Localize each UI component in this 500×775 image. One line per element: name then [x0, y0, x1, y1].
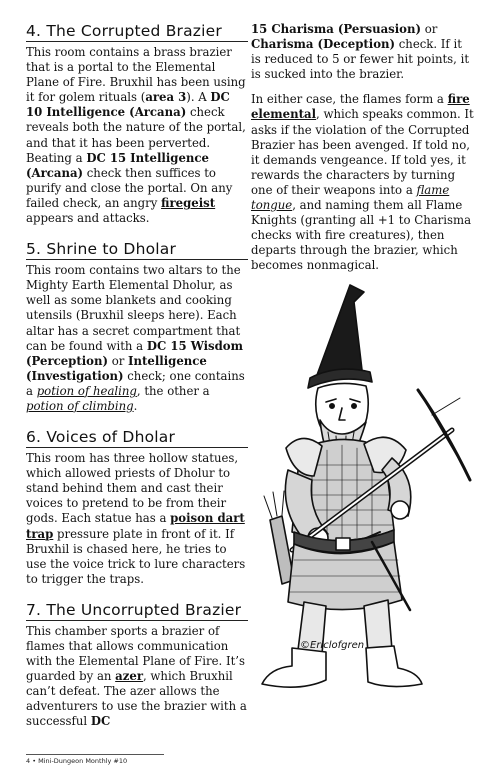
fire-elemental-link[interactable]: fire elemental [251, 92, 470, 122]
section-5 [26, 240, 248, 414]
footer-rule [26, 754, 164, 755]
section-4-body: This room contains a brass brazier that is a portal to the Elemental Plane of Fire. Bruxhil has been using it for golem rituals (area 3). A DC 10 Intelligence (Arcana) check reveals both the nature of the portal, and that it has been perverted. Beating a DC 15 Intelligence (Arcana) check then suffices to purify and close the portal. On any failed check, an angry firegeist appears and attacks. [26, 45, 246, 226]
poison-dart-trap-link[interactable]: poison dart trap [26, 511, 245, 541]
artist-signature: ©Ericlofgren [300, 640, 365, 651]
section-6-heading: 6. Voices of Dholar [26, 428, 248, 448]
potion-of-climbing-link[interactable]: potion of climbing [26, 398, 134, 413]
flame-tongue-link[interactable]: flame tongue [251, 182, 450, 213]
right-column [251, 22, 475, 274]
section-7-continued: 15 Charisma (Persuasion) or Charisma (Deception) check. If it is reduced to 5 or fewer hit points, it is sucked into the brazier. [251, 22, 470, 82]
section-6 [26, 428, 248, 587]
firegeist-link[interactable]: firegeist [161, 195, 216, 210]
section-4 [26, 22, 248, 226]
azer-link[interactable]: azer [115, 669, 143, 684]
potion-of-healing-link[interactable]: potion of healing [36, 383, 137, 398]
section-7-outcome: In either case, the flames form a fire elemental, which speaks common. It asks if the violation of the Corrupted Brazier has been avenged. If told no, it demands vengeance. If told yes, it rewards the characters by turning one of their weapons into a flame tongue, and naming them all Flame Knights (granting all +1 to Charisma checks with fire creatures), then departs through the brazier, which becomes nonmagical. [251, 92, 474, 273]
section-7-body: This chamber sports a brazier of flames that allows communication with the Elemental Plane of Fire. It’s guarded by an azer, which Bruxhil can’t defeat. The azer allows the adventurers to use the brazier with a successful DC [26, 623, 247, 729]
page-footer: 4 • Mini-Dungeon Monthly #10 [26, 757, 128, 765]
section-7 [26, 601, 248, 730]
section-5-heading: 5. Shrine to Dholar [26, 240, 248, 260]
section-4-heading: 4. The Corrupted Brazier [26, 22, 248, 42]
section-7-heading: 7. The Uncorrupted Brazier [26, 601, 248, 621]
section-6-body: This room has three hollow statues, which allowed priests of Dholur to stand behind them and cast their voices to pretend to be from their gods. Each statue has a poison dart trap pressure plate in front of it. If Bruxhil is chased here, he tries to use the voice trick to lure characters to trigger the traps. [26, 451, 246, 586]
left-column [26, 22, 248, 744]
section-5-body: This room contains two altars to the Mighty Earth Elemental Dholur, as well as some blankets and cooking utensils (Bruxhil sleeps here). Each altar has a secret compartment that can be found with a DC 15 Wisdom (Perception) or Intelligence (Investigation) check; one contains a potion of healing, the other a potion of climbing. [26, 263, 245, 413]
